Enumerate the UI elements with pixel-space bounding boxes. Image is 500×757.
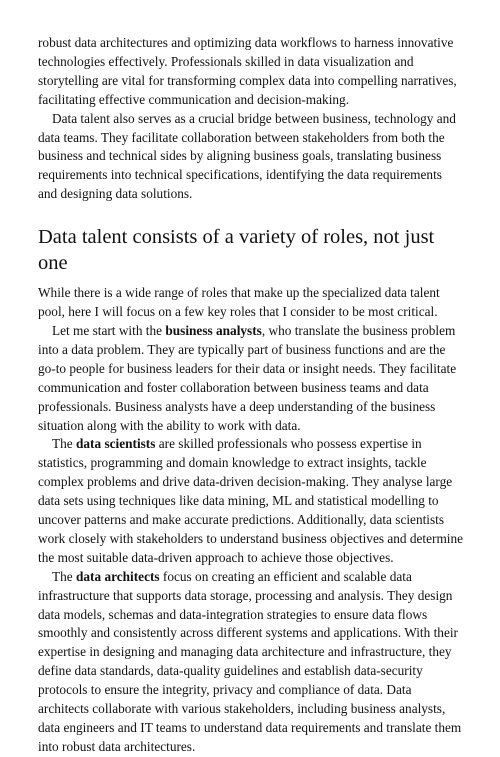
analysts-lead-text: Let me start with the <box>52 322 166 338</box>
architects-lead-text: The <box>52 568 76 584</box>
scientists-lead-text: The <box>52 436 76 452</box>
intro-paragraph-bridge: Data talent also serves as a crucial bridge between business, technology and data teams. They facilitate collaboration between stakeholders from both the business and technical sides by aligning business goals, translating business requirements into technical specifications, identifying the data requirements and designing data solutions. <box>38 110 456 202</box>
analysts-body-text: , who translate the business problem into a data problem. They are typically part of business functions and are the go-to people for business leaders for their data or insight needs. They facilitate communication and foster collaboration between business teams and data professionals. Business analysts have a deep understanding of the business situation along with the ability to work with data. <box>38 322 457 433</box>
analysts-term: business analysts <box>165 322 262 338</box>
data-architects-paragraph <box>38 568 464 757</box>
intro-paragraph-continued: robust data architectures and optimizing data workflows to harness innovative technologies effectively. Professionals skilled in data visualization and storytelling are vital for transforming complex data into compelling narratives, facilitating effective communication and decision-making. <box>38 35 457 107</box>
architects-body-text: focus on creating an efficient and scalable data infrastructure that supports data storage, processing and analysis. They design data models, schemas and data-integration strategies to ensure data flows smoothly and consistently across different systems and applications. With their expertise in designing and managing data architecture and infrastructure, they define data standards, data-quality guidelines and establish data-security protocols to ensure the integrity, privacy and compliance of data. Data architects collaborate with various stakeholders, including business analysts, data engineers and IT teams to understand data requirements and translate them into robust data architectures. <box>38 568 462 754</box>
section-intro-paragraph: While there is a wide range of roles that make up the specialized data talent pool, here I will focus on a few key roles that I consider to be most critical. <box>38 285 440 320</box>
section-heading: Data talent consists of a variety of roles, not just one <box>38 226 435 275</box>
scientists-body-text: are skilled professionals who possess expertise in statistics, programming and domain knowledge to extract insights, tackle complex problems and drive data-driven decision-making. They analyse large data sets using techniques like data mining, ML and statistical modelling to uncover patterns and make accurate predictions. Additionally, data scientists work closely with stakeholders to understand business objectives and determine the most suitable data-driven approach to achieve those objectives. <box>38 436 464 565</box>
architects-term: data architects <box>76 568 160 584</box>
scientists-term: data scientists <box>76 436 156 452</box>
data-scientists-paragraph <box>38 435 464 567</box>
business-analysts-paragraph <box>38 322 464 435</box>
